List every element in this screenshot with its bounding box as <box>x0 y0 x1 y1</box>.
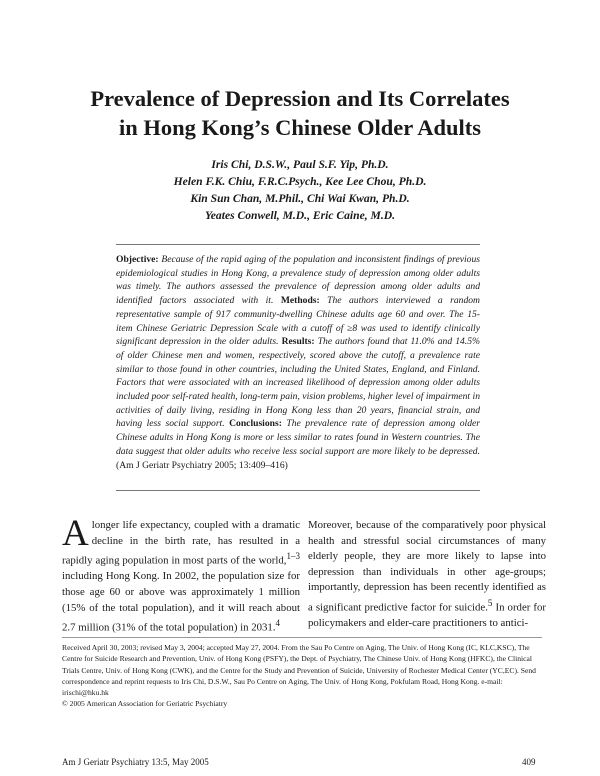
author-line-1: Iris Chi, D.S.W., Paul S.F. Yip, Ph.D. <box>211 158 389 171</box>
objective-label: Objective: <box>116 254 159 265</box>
footnote-received: Received April 30, 2003; revised May 3, 2004; accepted May 27, 2004. From the Sau Po Centre on Aging, The Univ. of Hong Kong (IC, KLC,KSC), The Centre for Suicide Research and Prevention, Univ. of Hong Kong (PSFY), the Dept. of Psychiatry, The Chinese Univ. of Hong Kong (HFKC), the Clinical Trials Centre, Univ. of Hong Kong (CWK), and the Centre for the Study and Prevention of Suicide, University of Rochester Medical Center (YC,EC). Send correspondence and reprint requests to Iris Chi, D.S.W., Sau Po Centre on Aging, The Univ. of Hong Kong, Pokfulam Road, Hong Kong. e-mail: irischi@hku.hk <box>62 643 536 698</box>
article-title <box>40 84 560 142</box>
abstract <box>116 253 480 472</box>
body-right-text-1: Moreover, because of the comparatively poor physical health and stressful social circumstances of many elderly people, they are more likely to lapse into depression than individuals in other age-groups; importantly, depression has been recently identified as a significant predictive factor for suicide. <box>308 519 546 614</box>
objective-text: Because of the rapid aging of the population and inconsistent findings of previous epidemiological studies in Hong Kong, a prevalence study of depression among older adults was timely. The authors assessed the prevalence of depression among older adults and identified factors associated with it. <box>116 254 480 307</box>
footnote-rule <box>62 637 542 638</box>
journal-citation: Am J Geriatr Psychiatry 13:5, May 2005 <box>62 757 209 767</box>
conclusions-label: Conclusions: <box>229 418 282 430</box>
conclusions-text: The prevalence rate of depression among older Chinese adults in Hong Kong is more or less similar to rates found in Western countries. The data suggest that older adults who receive less social support are more likely to be depressed. <box>116 418 480 457</box>
title-line-2: in Hong Kong’s Chinese Older Adults <box>119 115 481 140</box>
results-label: Results: <box>281 336 315 348</box>
author-list <box>60 156 540 224</box>
citation-superscript-3: 5 <box>487 597 493 608</box>
drop-cap: A <box>62 513 89 554</box>
abstract-bottom-rule <box>116 490 480 491</box>
author-line-2: Helen F.K. Chiu, F.R.C.Psych., Kee Lee Chou, Ph.D. <box>173 175 427 188</box>
methods-text: The authors interviewed a random representative sample of 917 community-dwelling Chinese adults age 60 and over. The 15-item Chinese Geriatric Depression Scale with a cutoff of ≥8 was used to identify clinically significant depression in the older adults. <box>116 295 480 348</box>
footnote-copyright: © 2005 American Association for Geriatric Psychiatry <box>62 699 228 709</box>
citation-superscript-2: 4 <box>275 618 281 629</box>
body-column-right <box>308 518 546 632</box>
footnote <box>62 642 542 710</box>
results-text: The authors found that 11.0% and 14.5% of older Chinese men and women, respectively, scored above the cutoff, a prevalence rate similar to those found in other countries, including the United States, England, and Finland. Factors that were associated with an increased likelihood of depression among older adults included poor self-rated health, long-term pain, vision problems, higher level of impairment in activities of daily living, residing in Hong Kong less than 20 years, financial strain, and having less social support. <box>116 336 480 430</box>
author-line-4: Yeates Conwell, M.D., Eric Caine, M.D. <box>204 209 396 222</box>
abstract-citation: (Am J Geriatr Psychiatry 2005; 13:409–416) <box>116 459 288 471</box>
page-number: 409 <box>522 757 536 767</box>
body-right-text-2: In order for policymakers and elder-care practitioners to antici- <box>308 601 546 630</box>
methods-label: Methods: <box>280 295 320 307</box>
author-line-3: Kin Sun Chan, M.Phil., Chi Wai Kwan, Ph.D. <box>190 192 410 205</box>
citation-superscript-1: 1–3 <box>286 551 300 562</box>
body-left-text-2: including Hong Kong. In 2002, the population size for those age 60 or above was approximately 1 million (15% of the total population), and it will reach about 2.7 million (31% of the total population) in 2031. <box>62 570 300 634</box>
abstract-top-rule <box>116 244 480 245</box>
body-column-left <box>62 513 300 636</box>
body-left-text-1: longer life expectancy, coupled with a dramatic decline in the birth rate, has resulted in a rapidly aging population in most parts of the world, <box>62 519 300 567</box>
title-line-1: Prevalence of Depression and Its Correlates <box>90 86 510 111</box>
